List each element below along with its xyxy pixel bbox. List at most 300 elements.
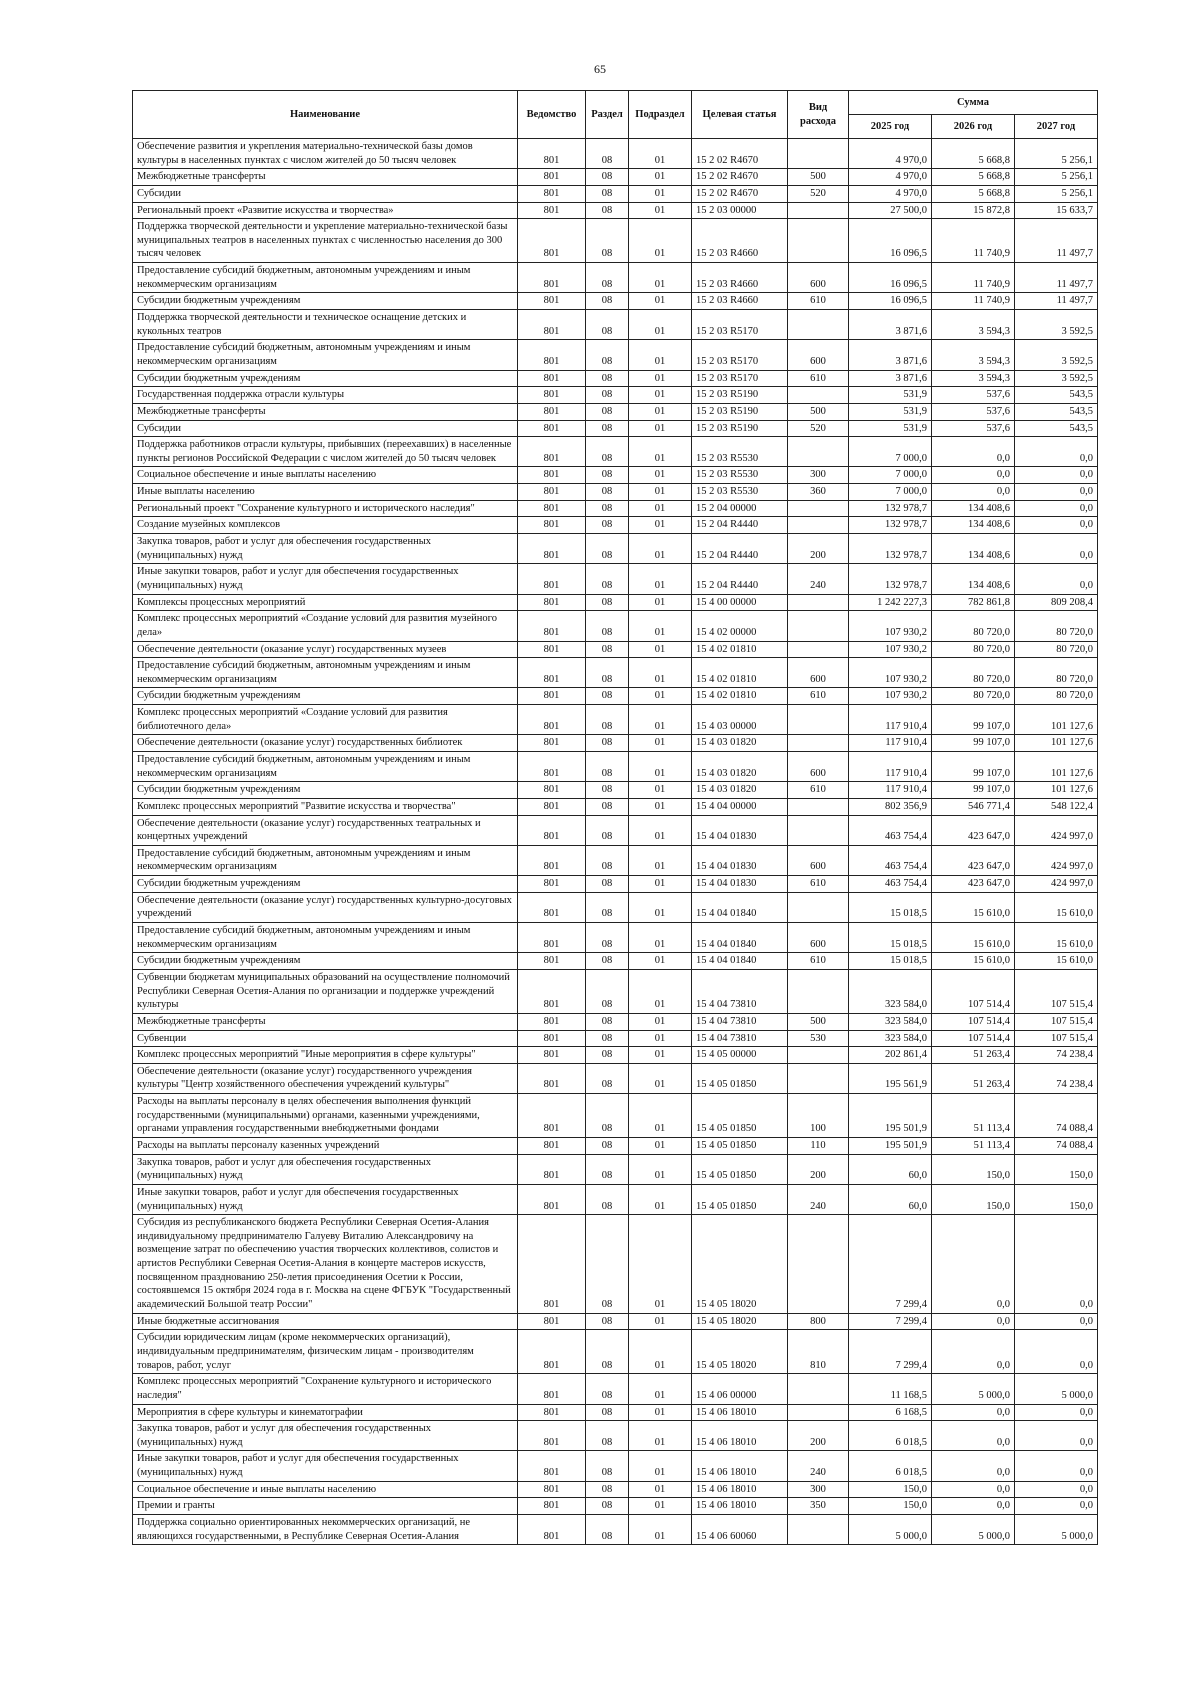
row-amount-2025: 107 930,2 xyxy=(849,688,932,705)
row-target-item: 15 4 06 18010 xyxy=(692,1481,788,1498)
row-target-item: 15 4 02 00000 xyxy=(692,611,788,641)
row-subsection: 01 xyxy=(629,1013,692,1030)
row-section: 08 xyxy=(586,892,629,922)
row-subsection: 01 xyxy=(629,735,692,752)
row-department: 801 xyxy=(518,370,586,387)
row-amount-2027: 101 127,6 xyxy=(1015,751,1098,781)
table-row xyxy=(133,751,1098,781)
row-target-item: 15 2 03 R5530 xyxy=(692,467,788,484)
row-subsection: 01 xyxy=(629,1047,692,1064)
row-amount-2026: 0,0 xyxy=(932,1451,1015,1481)
row-section: 08 xyxy=(586,1481,629,1498)
row-target-item: 15 2 03 R5170 xyxy=(692,310,788,340)
row-section: 08 xyxy=(586,923,629,953)
row-amount-2026: 107 514,4 xyxy=(932,1030,1015,1047)
row-amount-2026: 0,0 xyxy=(932,1481,1015,1498)
table-row xyxy=(133,564,1098,594)
row-section: 08 xyxy=(586,139,629,169)
table-row xyxy=(133,484,1098,501)
row-expense-type: 100 xyxy=(788,1094,849,1138)
row-amount-2027: 0,0 xyxy=(1015,564,1098,594)
row-amount-2025: 4 970,0 xyxy=(849,185,932,202)
table-row xyxy=(133,139,1098,169)
row-expense-type xyxy=(788,202,849,219)
row-target-item: 15 2 02 R4670 xyxy=(692,185,788,202)
row-amount-2026: 134 408,6 xyxy=(932,517,1015,534)
row-amount-2026: 134 408,6 xyxy=(932,500,1015,517)
row-amount-2025: 4 970,0 xyxy=(849,139,932,169)
row-target-item: 15 4 02 01810 xyxy=(692,658,788,688)
header-name: Наименование xyxy=(133,91,518,139)
row-department: 801 xyxy=(518,1451,586,1481)
table-row xyxy=(133,437,1098,467)
row-amount-2025: 117 910,4 xyxy=(849,782,932,799)
row-amount-2025: 6 018,5 xyxy=(849,1451,932,1481)
row-name: Субсидии xyxy=(133,420,518,437)
row-department: 801 xyxy=(518,1154,586,1184)
row-subsection: 01 xyxy=(629,1313,692,1330)
row-amount-2025: 3 871,6 xyxy=(849,310,932,340)
row-section: 08 xyxy=(586,1047,629,1064)
row-amount-2026: 11 740,9 xyxy=(932,219,1015,263)
row-department: 801 xyxy=(518,1498,586,1515)
table-row xyxy=(133,1215,1098,1313)
row-section: 08 xyxy=(586,202,629,219)
row-amount-2027: 3 592,5 xyxy=(1015,310,1098,340)
row-section: 08 xyxy=(586,1421,629,1451)
row-amount-2026: 5 668,8 xyxy=(932,185,1015,202)
row-amount-2026: 51 263,4 xyxy=(932,1063,1015,1093)
row-name: Субсидия из республиканского бюджета Республики Северная Осетия-Алания индивидуальному предпринимателю Галуеву Виталию Александровичу на возмещение затрат по обеспечению участия творческих коллективов, солистов и артистов Республики Северная Осетия-Алания в концерте мастеров искусств, посвященном празднованию 250-летия присоединения Осетии к России, состоявшемся 15 октября 2024 года в г. Москва на сцене ФГБУК "Государственный академический Большой театр России" xyxy=(133,1215,518,1313)
row-target-item: 15 2 04 R4440 xyxy=(692,517,788,534)
row-amount-2025: 107 930,2 xyxy=(849,641,932,658)
row-name: Предоставление субсидий бюджетным, автономным учреждениям и иным некоммерческим организациям xyxy=(133,923,518,953)
row-department: 801 xyxy=(518,1094,586,1138)
row-department: 801 xyxy=(518,923,586,953)
table-row xyxy=(133,923,1098,953)
row-expense-type: 610 xyxy=(788,876,849,893)
budget-table xyxy=(132,90,1098,1545)
row-amount-2026: 546 771,4 xyxy=(932,798,1015,815)
row-amount-2026: 11 740,9 xyxy=(932,263,1015,293)
row-amount-2025: 7 299,4 xyxy=(849,1215,932,1313)
row-amount-2026: 3 594,3 xyxy=(932,310,1015,340)
row-target-item: 15 4 03 01820 xyxy=(692,735,788,752)
row-name: Межбюджетные трансферты xyxy=(133,403,518,420)
row-subsection: 01 xyxy=(629,340,692,370)
header-year-2025: 2025 год xyxy=(849,115,932,139)
row-amount-2026: 11 740,9 xyxy=(932,293,1015,310)
row-amount-2025: 463 754,4 xyxy=(849,876,932,893)
row-expense-type: 530 xyxy=(788,1030,849,1047)
row-target-item: 15 2 02 R4670 xyxy=(692,139,788,169)
table-row xyxy=(133,202,1098,219)
row-amount-2027: 543,5 xyxy=(1015,420,1098,437)
row-expense-type: 500 xyxy=(788,1013,849,1030)
row-amount-2025: 11 168,5 xyxy=(849,1374,932,1404)
row-section: 08 xyxy=(586,594,629,611)
table-row xyxy=(133,1063,1098,1093)
row-target-item: 15 4 05 00000 xyxy=(692,1047,788,1064)
row-name: Закупка товаров, работ и услуг для обеспечения государственных (муниципальных) нужд xyxy=(133,534,518,564)
table-row xyxy=(133,735,1098,752)
row-name: Субсидии бюджетным учреждениям xyxy=(133,688,518,705)
row-subsection: 01 xyxy=(629,876,692,893)
row-name: Социальное обеспечение и иные выплаты населению xyxy=(133,467,518,484)
row-name: Обеспечение деятельности (оказание услуг) государственных культурно-досуговых учреждений xyxy=(133,892,518,922)
table-row xyxy=(133,953,1098,970)
row-department: 801 xyxy=(518,1374,586,1404)
row-expense-type xyxy=(788,1047,849,1064)
row-subsection: 01 xyxy=(629,611,692,641)
row-name: Закупка товаров, работ и услуг для обеспечения государственных (муниципальных) нужд xyxy=(133,1421,518,1451)
row-section: 08 xyxy=(586,387,629,404)
row-section: 08 xyxy=(586,705,629,735)
header-amount: Сумма xyxy=(849,91,1098,115)
row-expense-type: 240 xyxy=(788,564,849,594)
row-subsection: 01 xyxy=(629,1451,692,1481)
row-amount-2026: 782 861,8 xyxy=(932,594,1015,611)
table-row xyxy=(133,705,1098,735)
header-section: Раздел xyxy=(586,91,629,139)
row-department: 801 xyxy=(518,1030,586,1047)
row-amount-2026: 15 610,0 xyxy=(932,923,1015,953)
row-amount-2027: 5 256,1 xyxy=(1015,169,1098,186)
row-expense-type: 610 xyxy=(788,688,849,705)
row-target-item: 15 4 03 00000 xyxy=(692,705,788,735)
row-subsection: 01 xyxy=(629,1063,692,1093)
row-target-item: 15 4 04 73810 xyxy=(692,969,788,1013)
row-amount-2027: 548 122,4 xyxy=(1015,798,1098,815)
row-department: 801 xyxy=(518,517,586,534)
row-department: 801 xyxy=(518,185,586,202)
row-target-item: 15 2 03 R5190 xyxy=(692,403,788,420)
row-section: 08 xyxy=(586,1184,629,1214)
row-amount-2026: 0,0 xyxy=(932,437,1015,467)
row-target-item: 15 2 03 R4660 xyxy=(692,263,788,293)
row-department: 801 xyxy=(518,1047,586,1064)
row-section: 08 xyxy=(586,1063,629,1093)
row-amount-2026: 80 720,0 xyxy=(932,688,1015,705)
row-target-item: 15 2 03 R5530 xyxy=(692,437,788,467)
row-target-item: 15 2 03 00000 xyxy=(692,202,788,219)
row-amount-2025: 531,9 xyxy=(849,387,932,404)
row-section: 08 xyxy=(586,1330,629,1374)
row-amount-2027: 543,5 xyxy=(1015,403,1098,420)
row-target-item: 15 4 05 01850 xyxy=(692,1184,788,1214)
row-expense-type xyxy=(788,735,849,752)
row-subsection: 01 xyxy=(629,1515,692,1545)
row-amount-2027: 3 592,5 xyxy=(1015,370,1098,387)
row-target-item: 15 2 04 00000 xyxy=(692,500,788,517)
row-name: Межбюджетные трансферты xyxy=(133,169,518,186)
row-name: Предоставление субсидий бюджетным, автономным учреждениям и иным некоммерческим организациям xyxy=(133,751,518,781)
row-subsection: 01 xyxy=(629,403,692,420)
row-department: 801 xyxy=(518,1313,586,1330)
row-department: 801 xyxy=(518,1138,586,1155)
row-section: 08 xyxy=(586,370,629,387)
row-expense-type: 200 xyxy=(788,1421,849,1451)
row-name: Региональный проект «Развитие искусства и творчества» xyxy=(133,202,518,219)
row-amount-2027: 74 238,4 xyxy=(1015,1063,1098,1093)
row-section: 08 xyxy=(586,437,629,467)
row-department: 801 xyxy=(518,387,586,404)
row-amount-2027: 15 610,0 xyxy=(1015,923,1098,953)
row-section: 08 xyxy=(586,815,629,845)
table-row xyxy=(133,370,1098,387)
row-amount-2025: 60,0 xyxy=(849,1154,932,1184)
row-name: Комплекс процессных мероприятий "Развитие искусства и творчества" xyxy=(133,798,518,815)
row-section: 08 xyxy=(586,611,629,641)
row-target-item: 15 2 03 R5170 xyxy=(692,370,788,387)
row-name: Обеспечение деятельности (оказание услуг) государственных музеев xyxy=(133,641,518,658)
row-expense-type xyxy=(788,611,849,641)
row-amount-2025: 7 299,4 xyxy=(849,1313,932,1330)
row-department: 801 xyxy=(518,735,586,752)
row-expense-type: 300 xyxy=(788,1481,849,1498)
row-subsection: 01 xyxy=(629,815,692,845)
row-amount-2025: 323 584,0 xyxy=(849,1013,932,1030)
row-amount-2026: 537,6 xyxy=(932,387,1015,404)
row-expense-type: 600 xyxy=(788,923,849,953)
row-target-item: 15 2 04 R4440 xyxy=(692,534,788,564)
row-department: 801 xyxy=(518,1013,586,1030)
row-amount-2025: 7 299,4 xyxy=(849,1330,932,1374)
row-amount-2026: 51 113,4 xyxy=(932,1138,1015,1155)
table-row xyxy=(133,340,1098,370)
row-department: 801 xyxy=(518,641,586,658)
row-target-item: 15 2 03 R5530 xyxy=(692,484,788,501)
row-expense-type: 800 xyxy=(788,1313,849,1330)
row-section: 08 xyxy=(586,1313,629,1330)
row-amount-2027: 424 997,0 xyxy=(1015,845,1098,875)
table-row xyxy=(133,611,1098,641)
table-row xyxy=(133,1094,1098,1138)
row-amount-2026: 0,0 xyxy=(932,1215,1015,1313)
row-department: 801 xyxy=(518,467,586,484)
table-row xyxy=(133,892,1098,922)
row-section: 08 xyxy=(586,517,629,534)
row-amount-2027: 0,0 xyxy=(1015,1215,1098,1313)
row-name: Субсидии бюджетным учреждениям xyxy=(133,953,518,970)
row-section: 08 xyxy=(586,1515,629,1545)
row-expense-type xyxy=(788,815,849,845)
row-department: 801 xyxy=(518,403,586,420)
row-amount-2027: 107 515,4 xyxy=(1015,1013,1098,1030)
row-name: Иные закупки товаров, работ и услуг для обеспечения государственных (муниципальных) нужд xyxy=(133,564,518,594)
row-amount-2026: 80 720,0 xyxy=(932,658,1015,688)
row-department: 801 xyxy=(518,420,586,437)
row-subsection: 01 xyxy=(629,1404,692,1421)
row-section: 08 xyxy=(586,263,629,293)
row-subsection: 01 xyxy=(629,1030,692,1047)
row-amount-2026: 0,0 xyxy=(932,1330,1015,1374)
row-amount-2027: 5 000,0 xyxy=(1015,1515,1098,1545)
row-department: 801 xyxy=(518,1481,586,1498)
row-section: 08 xyxy=(586,735,629,752)
row-department: 801 xyxy=(518,263,586,293)
row-amount-2027: 11 497,7 xyxy=(1015,219,1098,263)
row-amount-2027: 11 497,7 xyxy=(1015,263,1098,293)
row-amount-2027: 80 720,0 xyxy=(1015,658,1098,688)
row-name: Иные бюджетные ассигнования xyxy=(133,1313,518,1330)
row-section: 08 xyxy=(586,420,629,437)
row-amount-2026: 3 594,3 xyxy=(932,370,1015,387)
row-amount-2027: 80 720,0 xyxy=(1015,641,1098,658)
row-amount-2026: 51 263,4 xyxy=(932,1047,1015,1064)
row-section: 08 xyxy=(586,1374,629,1404)
row-amount-2026: 0,0 xyxy=(932,484,1015,501)
row-section: 08 xyxy=(586,169,629,186)
row-target-item: 15 2 03 R4660 xyxy=(692,293,788,310)
row-amount-2027: 543,5 xyxy=(1015,387,1098,404)
row-expense-type: 300 xyxy=(788,467,849,484)
row-amount-2026: 423 647,0 xyxy=(932,845,1015,875)
table-row xyxy=(133,500,1098,517)
table-row xyxy=(133,219,1098,263)
table-row xyxy=(133,420,1098,437)
row-subsection: 01 xyxy=(629,517,692,534)
row-amount-2026: 5 000,0 xyxy=(932,1515,1015,1545)
row-amount-2026: 107 514,4 xyxy=(932,969,1015,1013)
row-amount-2026: 99 107,0 xyxy=(932,782,1015,799)
row-amount-2025: 463 754,4 xyxy=(849,815,932,845)
row-expense-type: 610 xyxy=(788,293,849,310)
table-row xyxy=(133,387,1098,404)
row-subsection: 01 xyxy=(629,185,692,202)
row-section: 08 xyxy=(586,219,629,263)
row-name: Предоставление субсидий бюджетным, автономным учреждениям и иным некоммерческим организациям xyxy=(133,658,518,688)
row-amount-2025: 7 000,0 xyxy=(849,437,932,467)
row-amount-2027: 80 720,0 xyxy=(1015,611,1098,641)
row-subsection: 01 xyxy=(629,1374,692,1404)
row-amount-2026: 99 107,0 xyxy=(932,705,1015,735)
row-department: 801 xyxy=(518,1063,586,1093)
row-amount-2027: 11 497,7 xyxy=(1015,293,1098,310)
row-target-item: 15 4 05 01850 xyxy=(692,1154,788,1184)
row-amount-2027: 0,0 xyxy=(1015,534,1098,564)
row-target-item: 15 4 06 18010 xyxy=(692,1404,788,1421)
row-amount-2025: 5 000,0 xyxy=(849,1515,932,1545)
row-amount-2027: 0,0 xyxy=(1015,1498,1098,1515)
row-amount-2027: 107 515,4 xyxy=(1015,969,1098,1013)
row-section: 08 xyxy=(586,293,629,310)
table-row xyxy=(133,1154,1098,1184)
row-section: 08 xyxy=(586,1013,629,1030)
row-amount-2026: 423 647,0 xyxy=(932,815,1015,845)
row-name: Закупка товаров, работ и услуг для обеспечения государственных (муниципальных) нужд xyxy=(133,1154,518,1184)
row-subsection: 01 xyxy=(629,594,692,611)
row-amount-2027: 74 088,4 xyxy=(1015,1138,1098,1155)
row-department: 801 xyxy=(518,611,586,641)
row-subsection: 01 xyxy=(629,705,692,735)
row-section: 08 xyxy=(586,467,629,484)
row-amount-2027: 101 127,6 xyxy=(1015,782,1098,799)
row-subsection: 01 xyxy=(629,387,692,404)
row-department: 801 xyxy=(518,594,586,611)
row-subsection: 01 xyxy=(629,370,692,387)
row-target-item: 15 2 03 R5170 xyxy=(692,340,788,370)
row-expense-type: 600 xyxy=(788,263,849,293)
table-row xyxy=(133,658,1098,688)
table-row xyxy=(133,1498,1098,1515)
row-amount-2025: 6 168,5 xyxy=(849,1404,932,1421)
row-amount-2027: 107 515,4 xyxy=(1015,1030,1098,1047)
row-section: 08 xyxy=(586,1215,629,1313)
row-amount-2027: 0,0 xyxy=(1015,1421,1098,1451)
row-expense-type xyxy=(788,387,849,404)
row-section: 08 xyxy=(586,534,629,564)
row-name: Иные закупки товаров, работ и услуг для обеспечения государственных (муниципальных) нужд xyxy=(133,1451,518,1481)
row-expense-type xyxy=(788,1063,849,1093)
table-row xyxy=(133,467,1098,484)
row-subsection: 01 xyxy=(629,641,692,658)
row-amount-2025: 107 930,2 xyxy=(849,611,932,641)
row-subsection: 01 xyxy=(629,202,692,219)
table-row xyxy=(133,169,1098,186)
table-header xyxy=(133,91,1098,139)
row-department: 801 xyxy=(518,310,586,340)
table-row xyxy=(133,1138,1098,1155)
row-department: 801 xyxy=(518,705,586,735)
row-expense-type xyxy=(788,1404,849,1421)
row-expense-type xyxy=(788,641,849,658)
row-name: Субсидии юридическим лицам (кроме некоммерческих организаций), индивидуальным предпринимателям, физическим лицам - производителям товаров, работ, услуг xyxy=(133,1330,518,1374)
row-department: 801 xyxy=(518,658,586,688)
header-expense-type: Вид расхода xyxy=(788,91,849,139)
row-subsection: 01 xyxy=(629,1094,692,1138)
row-department: 801 xyxy=(518,892,586,922)
row-amount-2026: 150,0 xyxy=(932,1154,1015,1184)
row-amount-2025: 7 000,0 xyxy=(849,467,932,484)
table-row xyxy=(133,263,1098,293)
row-subsection: 01 xyxy=(629,1215,692,1313)
table-row xyxy=(133,876,1098,893)
row-amount-2027: 15 633,7 xyxy=(1015,202,1098,219)
row-department: 801 xyxy=(518,798,586,815)
row-department: 801 xyxy=(518,169,586,186)
row-expense-type: 610 xyxy=(788,953,849,970)
row-amount-2025: 117 910,4 xyxy=(849,751,932,781)
row-name: Предоставление субсидий бюджетным, автономным учреждениям и иным некоммерческим организациям xyxy=(133,845,518,875)
row-name: Комплекс процессных мероприятий «Создание условий для развития библиотечного дела» xyxy=(133,705,518,735)
row-target-item: 15 4 03 01820 xyxy=(692,751,788,781)
row-expense-type: 520 xyxy=(788,185,849,202)
row-amount-2026: 51 113,4 xyxy=(932,1094,1015,1138)
row-expense-type xyxy=(788,500,849,517)
row-expense-type: 600 xyxy=(788,658,849,688)
row-amount-2027: 0,0 xyxy=(1015,1313,1098,1330)
row-subsection: 01 xyxy=(629,534,692,564)
row-amount-2026: 537,6 xyxy=(932,403,1015,420)
row-amount-2025: 107 930,2 xyxy=(849,658,932,688)
row-target-item: 15 2 02 R4670 xyxy=(692,169,788,186)
row-subsection: 01 xyxy=(629,1154,692,1184)
row-section: 08 xyxy=(586,1138,629,1155)
row-department: 801 xyxy=(518,688,586,705)
row-subsection: 01 xyxy=(629,1481,692,1498)
row-amount-2026: 5 668,8 xyxy=(932,169,1015,186)
table-row xyxy=(133,815,1098,845)
table-row xyxy=(133,1330,1098,1374)
row-amount-2027: 101 127,6 xyxy=(1015,735,1098,752)
table-row xyxy=(133,1047,1098,1064)
table-row xyxy=(133,1374,1098,1404)
row-amount-2027: 74 238,4 xyxy=(1015,1047,1098,1064)
row-name: Расходы на выплаты персоналу в целях обеспечения выполнения функций государственными (муниципальными) органами, казенными учреждениями, органами управления государственными внебюджетными фондами xyxy=(133,1094,518,1138)
table-row xyxy=(133,1013,1098,1030)
row-target-item: 15 4 04 01840 xyxy=(692,953,788,970)
